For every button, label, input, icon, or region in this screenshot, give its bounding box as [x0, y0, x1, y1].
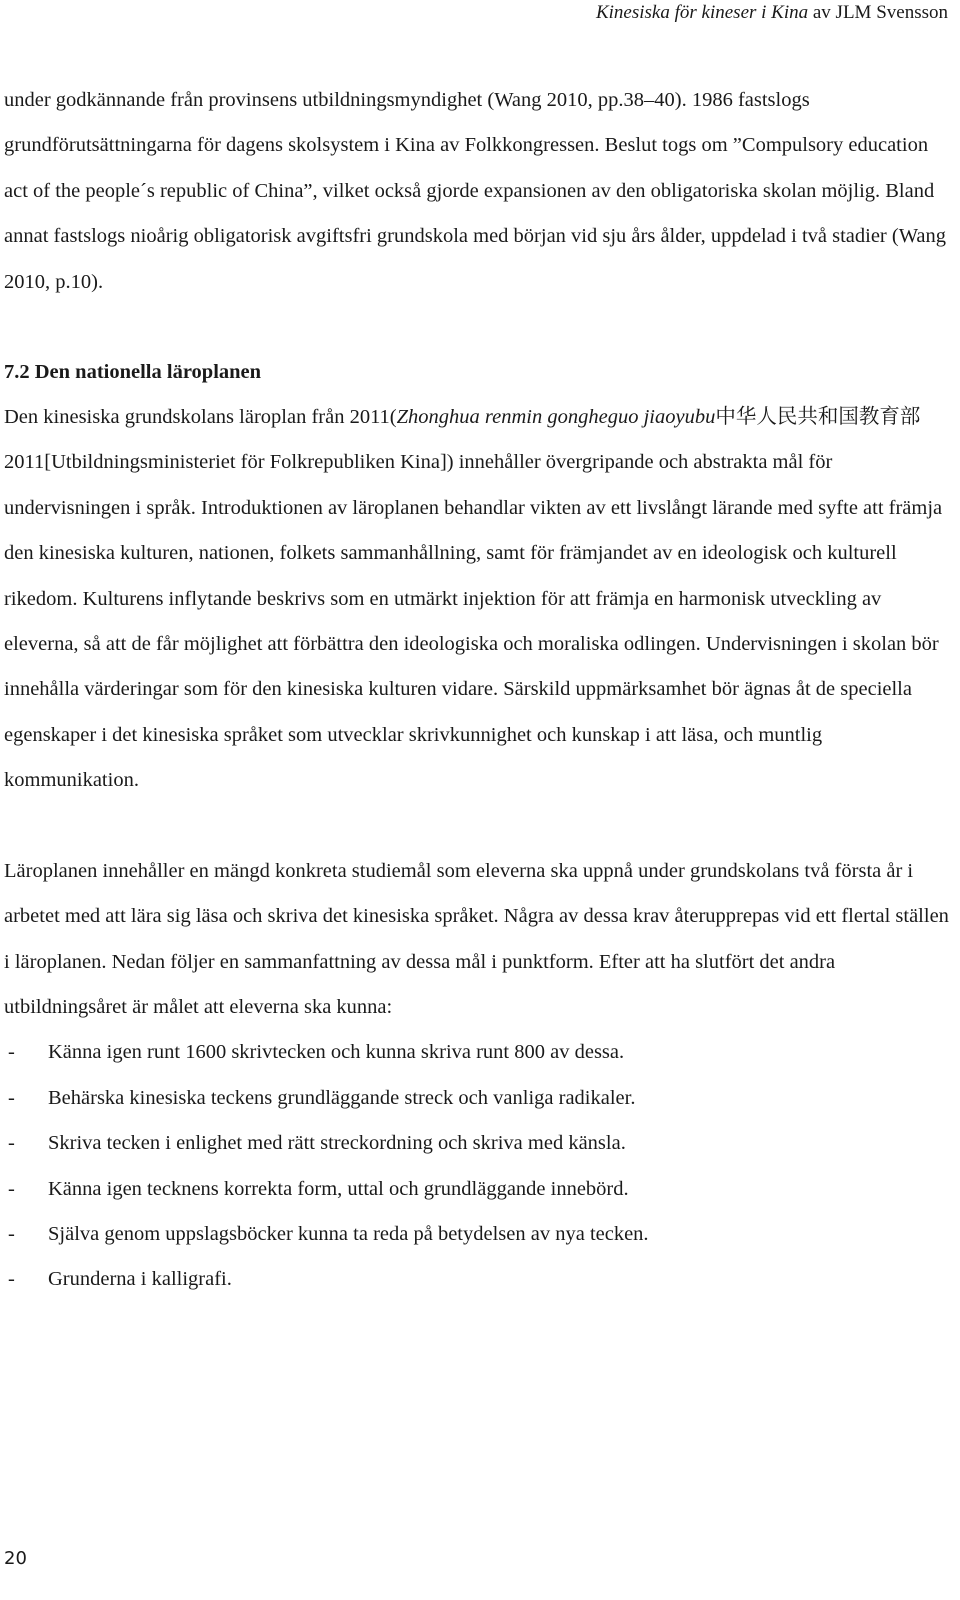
- list-item-text: Känna igen runt 1600 skrivtecken och kunna skriva runt 800 av dessa.: [48, 1041, 625, 1064]
- list-item-text: Behärska kinesiska teckens grundläggande streck och vanliga radikaler.: [48, 1086, 636, 1109]
- list-item: [4, 1257, 956, 1302]
- list-item: [4, 1167, 956, 1212]
- list-dash: -: [8, 1222, 15, 1245]
- list-item-text: Känna igen tecknens korrekta form, uttal och grundläggande innebörd.: [48, 1177, 629, 1200]
- curriculum-pinyin-title: Zhonghua renmin gongheguo jiaoyubu: [396, 406, 716, 429]
- list-item: [4, 1076, 956, 1121]
- running-header: [596, 2, 948, 24]
- list-item-text: Grunderna i kalligrafi.: [48, 1268, 232, 1291]
- curriculum-paragraph: [4, 395, 956, 804]
- page-number: 20: [4, 1548, 27, 1569]
- list-dash: -: [8, 1086, 15, 1109]
- header-author: av JLM Svensson: [808, 2, 948, 23]
- list-dash: -: [8, 1268, 15, 1291]
- curriculum-text-start: Den kinesiska grundskolans läroplan från 2011(: [4, 406, 397, 429]
- curriculum-chinese-title: 中华人民共和国教育部: [715, 406, 921, 429]
- list-item-text: Själva genom uppslagsböcker kunna ta reda på betydelsen av nya tecken.: [48, 1222, 649, 1245]
- list-dash: -: [8, 1132, 15, 1155]
- header-title: Kinesiska för kineser i Kina: [595, 2, 809, 23]
- list-dash: -: [8, 1177, 15, 1200]
- list-item: [4, 1030, 956, 1075]
- list-item: [4, 1121, 956, 1166]
- goals-paragraph: Läroplanen innehåller en mängd konkreta studiemål som eleverna ska uppnå under grundskolans två första år i arbetet med att lära sig läsa och skriva det kinesiska språket. Några av dessa krav återupprepas vid ett flertal ställen i läroplanen. Nedan följer en sammanfattning av dessa mål i punktform. Efter att ha slutfört det andra utbildningsåret är målet att eleverna ska kunna:: [4, 859, 949, 1018]
- section-heading: 7.2 Den nationella läroplanen: [4, 361, 262, 384]
- intro-paragraph: under godkännande från provinsens utbildningsmyndighet (Wang 2010, pp.38–40). 1986 fastslogs grundförutsättningarna för dagens skolsystem i Kina av Folkkongressen. Beslut togs om ”Compulsory education act of the people´s republic of China”, vilket också gjorde expansionen av den obligatoriska skolan möjlig. Bland annat fastslogs nioårig obligatorisk avgiftsfri grundskola med början vid sju års ålder, uppdelad i två stadier (Wang 2010, p.10).: [4, 89, 947, 293]
- page-body: [4, 78, 956, 1303]
- list-item: [4, 1212, 956, 1257]
- list-item-text: Skriva tecken i enlighet med rätt streckordning och skriva med känsla.: [48, 1132, 626, 1155]
- curriculum-text-rest: 2011[Utbildningsministeriet för Folkrepubliken Kina]) innehåller övergripande och abstrakta mål för undervisningen i språk. Introduktionen av läroplanen behandlar vikten av ett livslångt lärande med syfte att främja den kinesiska kulturen, nationen, folkets sammanhållning, samt för främjandet av en ideologisk och kulturell rikedom. Kulturens inflytande beskrivs som en utmärkt injektion för att främja en harmonisk utveckling av eleverna, så att de får möjlighet att förbättra den ideologiska och moraliska odlingen. Undervisningen i skolan bör innehålla värderingar som för den kinesiska kulturen vidare. Särskild uppmärksamhet bör ägnas åt de speciella egenskaper i det kinesiska språket som utvecklar skrivkunnighet och kunskap i att läsa, och muntlig kommunikation.: [4, 451, 943, 792]
- list-dash: -: [8, 1041, 15, 1064]
- goals-list: [4, 1030, 956, 1302]
